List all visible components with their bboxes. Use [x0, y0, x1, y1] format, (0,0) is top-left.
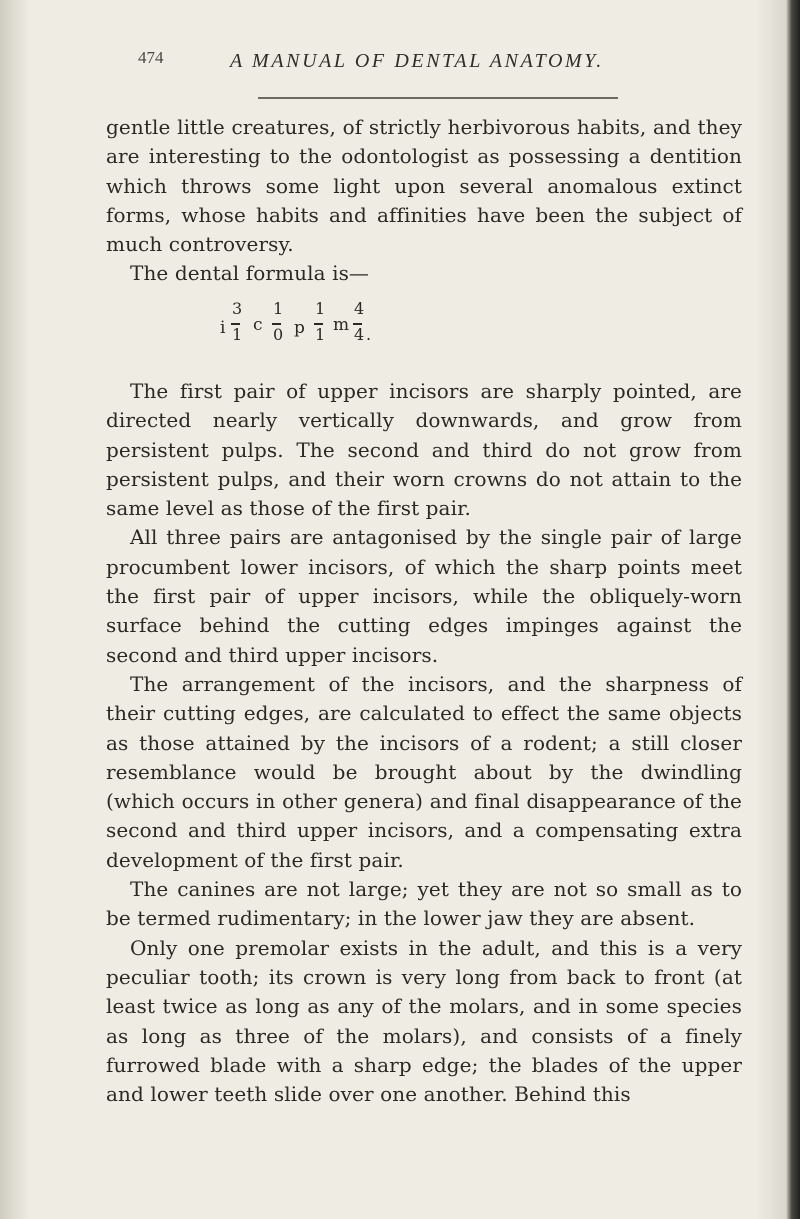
running-title: A MANUAL OF DENTAL ANATOMY.	[230, 50, 604, 72]
text-block-main	[106, 377, 742, 1109]
paragraph-2: The dental formula is—	[130, 261, 370, 286]
paragraph-1: gentle little creatures, of strictly herbivorous habits, and they are interesting to the odontologist as possessing a dentition which throws some light upon several anomalous extinct forms, whose habits and affinities have been the subject of much controversy.	[106, 115, 742, 257]
formula-p-lower: 1	[315, 325, 326, 344]
paragraph-5: The arrangement of the incisors, and the sharpness of their cutting edges, are calculated to effect the same objects as those attained by the incisors of a rodent; a still closer resemblance would be brought about by the dwindling (which occurs in other genera) and final disappearance of the second and third upper incisors, and a compensating extra development of the first pair.	[106, 671, 742, 872]
formula-c-letter: c	[253, 315, 263, 335]
page-gutter-shadow	[756, 0, 786, 1219]
formula-c-upper: 1	[273, 299, 284, 318]
paragraph-4: All three pairs are antagonised by the single pair of large procumbent lower incisors, of which the sharp points meet the first pair of upper incisors, while the obliquely-worn surface behind the cutting edges impinges against the second and third upper incisors.	[106, 525, 742, 667]
formula-m-upper: 4	[354, 299, 365, 318]
text-block-top	[106, 113, 742, 289]
dental-formula	[220, 299, 450, 359]
page-left-shadow	[0, 0, 30, 1219]
formula-p-upper: 1	[315, 299, 326, 318]
formula-i-letter: i	[220, 318, 226, 338]
formula-p-letter: p	[294, 318, 305, 338]
paragraph-3: The first pair of upper incisors are sharply pointed, are directed nearly vertically downwards, and grow from persistent pulps. The second and third do not grow from persistent pulps, and their worn crowns do not attain to the same level as those of the first pair.	[106, 379, 742, 521]
book-edge	[786, 0, 800, 1219]
formula-m-lower: 4	[354, 325, 365, 344]
formula-i-lower: 1	[232, 325, 243, 344]
formula-c-lower: 0	[273, 325, 284, 344]
formula-i-upper: 3	[232, 299, 243, 318]
formula-m-letter: m	[333, 315, 350, 335]
paragraph-7: Only one premolar exists in the adult, and this is a very peculiar tooth; its crown is very long from back to front (at least twice as long as any of the molars, and in some species as long as three of the molars), and consists of a finely furrowed blade with a sharp edge; the blades of the upper and lower teeth slide over one another. Behind this	[106, 935, 742, 1107]
formula-end-dot: .	[366, 325, 372, 344]
page-header	[138, 48, 738, 78]
page-number: 474	[138, 48, 164, 67]
paragraph-6: The canines are not large; yet they are not so small as to be termed rudimentary; in the lower jaw they are absent.	[106, 877, 742, 931]
header-rule	[258, 97, 618, 99]
